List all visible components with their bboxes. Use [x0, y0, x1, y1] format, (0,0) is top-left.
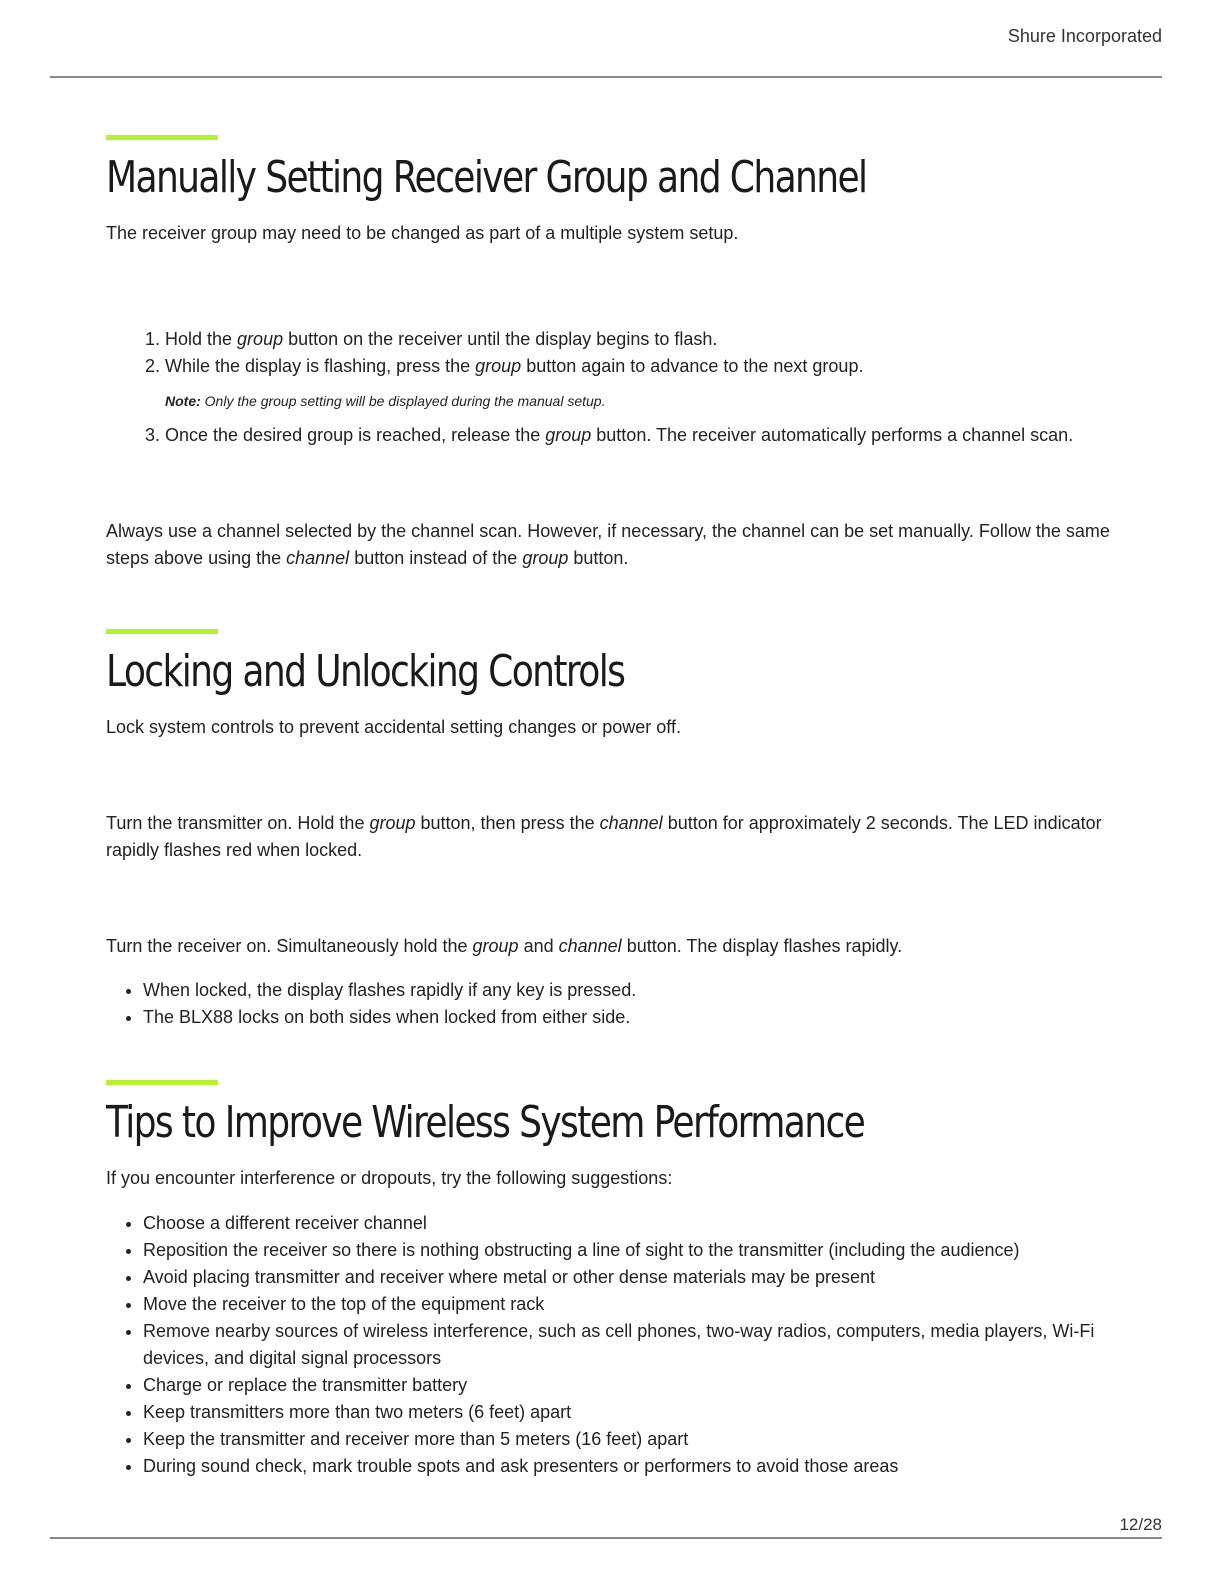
list-item: • The BLX88 locks on both sides when locked from either side.: [143, 1004, 1116, 1031]
section-tips: [106, 1080, 1116, 1480]
section-intro: If you encounter interference or dropouts, try the following suggestions:: [106, 1168, 673, 1188]
list-item: • When locked, the display flashes rapidly if any key is pressed.: [143, 977, 1116, 1004]
section-title: Manually Setting Receiver Group and Channel: [106, 152, 867, 203]
section-intro: Lock system controls to prevent accidental setting changes or power off.: [106, 717, 681, 737]
page-number: 12/28: [1119, 1515, 1162, 1534]
list-item: • During sound check, mark trouble spots and ask presenters or performers to avoid those areas: [143, 1453, 1116, 1480]
section-accent-bar: [106, 135, 218, 140]
list-item: • Remove nearby sources of wireless interference, such as cell phones, two-way radios, computers, media players, Wi-Fi devices, and digital signal processors: [143, 1318, 1116, 1372]
step-item: 1. Hold the group button on the receiver until the display begins to flash.: [165, 326, 1116, 353]
step-item: 3. Once the desired group is reached, release the group button. The receiver automatically performs a channel scan.: [165, 422, 1116, 449]
note: [165, 391, 1116, 411]
note-text: Only the group setting will be displayed during the manual setup.: [200, 393, 606, 409]
section-manual-group-channel: [106, 135, 1116, 572]
section-accent-bar: [106, 1080, 218, 1085]
transmitter-lock-paragraph: Turn the transmitter on. Hold the group button, then press the channel button for approximately 2 seconds. The LED indicator rapidly flashes red when locked.: [106, 813, 1102, 860]
manual-channel-paragraph: Always use a channel selected by the channel scan. However, if necessary, the channel can be set manually. Follow the same steps above using the channel button instead of the group button.: [106, 521, 1110, 568]
section-intro: The receiver group may need to be changed as part of a multiple system setup.: [106, 223, 739, 243]
list-item: • Keep transmitters more than two meters (6 feet) apart: [143, 1399, 1116, 1426]
section-accent-bar: [106, 629, 218, 634]
list-item: • Charge or replace the transmitter battery: [143, 1372, 1116, 1399]
list-item: • Keep the transmitter and receiver more than 5 meters (16 feet) apart: [143, 1426, 1116, 1453]
list-item: • Avoid placing transmitter and receiver where metal or other dense materials may be present: [143, 1264, 1116, 1291]
receiver-lock-paragraph: Turn the receiver on. Simultaneously hold the group and channel button. The display flashes rapidly.: [106, 936, 903, 956]
list-item: • Move the receiver to the top of the equipment rack: [143, 1291, 1116, 1318]
section-locking-controls: [106, 629, 1116, 1031]
note-label: Note:: [165, 393, 201, 409]
section-title: Locking and Unlocking Controls: [106, 646, 625, 697]
section-title: Tips to Improve Wireless System Performance: [106, 1097, 865, 1148]
tips-list: [106, 1210, 1116, 1480]
footer-divider: [50, 1537, 1162, 1539]
lock-notes-list: [106, 977, 1116, 1031]
list-item: • Reposition the receiver so there is nothing obstructing a line of sight to the transmitter (including the audience): [143, 1237, 1116, 1264]
header-divider: [50, 76, 1162, 78]
header-company: Shure Incorporated: [1007, 26, 1162, 46]
steps-list: [106, 326, 1116, 449]
list-item: • Choose a different receiver channel: [143, 1210, 1116, 1237]
step-item: 2. While the display is flashing, press the group button again to advance to the next group. Note: Only the group setting will be displayed during the manual setup.: [165, 353, 1116, 411]
